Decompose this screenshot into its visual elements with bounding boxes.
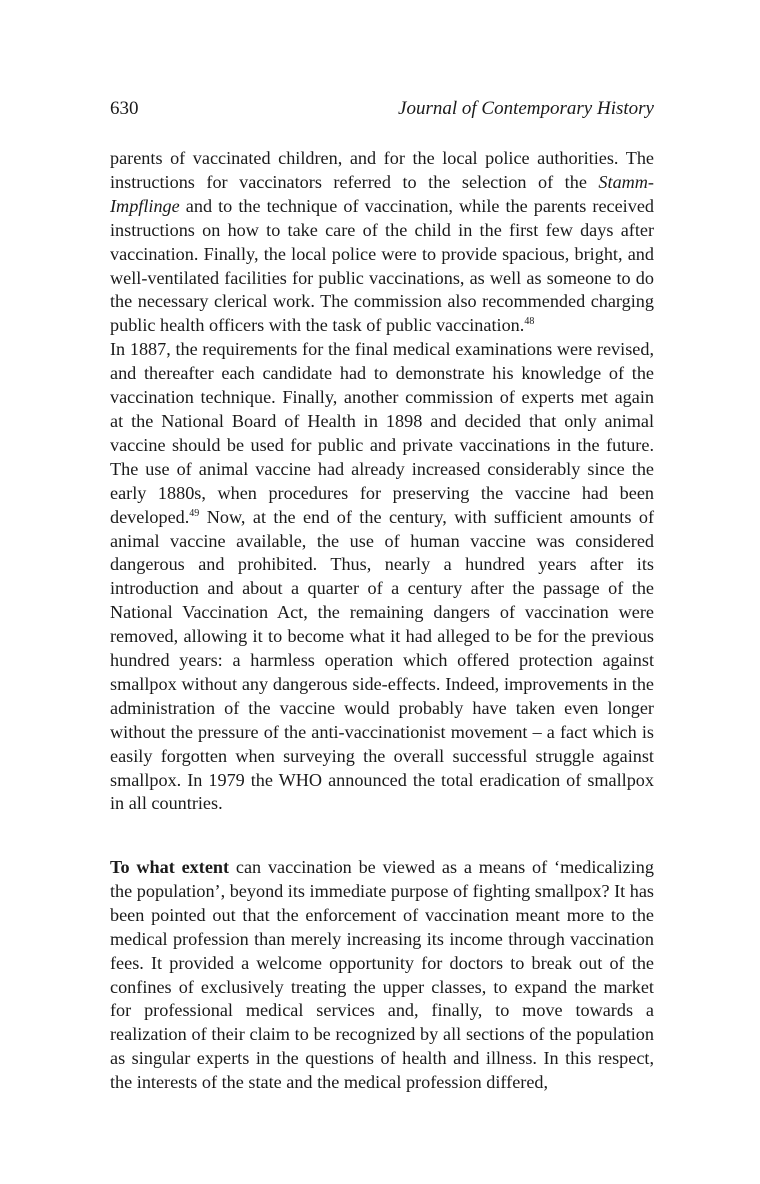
paragraph-text: Now, at the end of the century, with sufficient amounts of animal vaccine available, the use of human vaccine was considered dangerous and prohibited. Thus, nearly a hundred years after its introduction and about a quarter of a century after the passage of the National Vaccination Act, the remaining dangers of vaccination were removed, allowing it to become what it had alleged to be for the previous hundred years: a harmless operation which offered protection against smallpox without any dangerous side-effects. Indeed, improvements in the administration of the vaccine would probably have taken even longer without the pressure of the anti-vaccinationist movement – a fact which is easily forgotten when surveying the overall successful struggle against smallpox. In 1979 the WHO announced the total eradication of smallpox in all countries.	[110, 506, 654, 814]
paragraph-2	[110, 338, 654, 816]
paragraph-1	[110, 147, 654, 338]
paragraph-text: can vaccination be viewed as a means of ‘medicalizing the population’, beyond its immediate purpose of fighting smallpox? It has been pointed out that the enforcement of vaccination meant more to the medical profession than merely increasing its income through vaccination fees. It provided a welcome opportunity for doctors to break out of the confines of exclusively treating the upper classes, to expand the market for professional medical services and, finally, to move towards a realization of their claim to be recognized by all sections of the population as singular experts in the questions of health and illness. In this respect, the interests of the state and the medical profession differed,	[110, 857, 655, 1093]
section-lead-in: To what extent	[110, 857, 230, 877]
body-text-section-1	[110, 147, 654, 816]
paragraph-text: parents of vaccinated children, and for the local police authorities. The instructions for vaccinators referred to the selection of the	[110, 148, 654, 192]
footnote-ref-48: 48	[524, 316, 535, 328]
italic-term: Stamm-Impflinge	[110, 171, 654, 216]
body-text-section-2	[110, 856, 654, 1095]
journal-title: Journal of Contemporary History	[398, 98, 654, 119]
page-number: 630	[110, 98, 139, 119]
footnote-ref-49: 49	[189, 507, 200, 519]
paragraph-text: and to the technique of vaccination, while the parents received instructions on how to take care of the child in the first few days after vaccination. Finally, the local police were to provide spacious, bright, and well-ventilated facilities for public vaccinations, as well as someone to do the necessary clerical work. The commission also recommended charging public health officers with the task of public vaccination.	[110, 195, 654, 336]
paragraph-text: In 1887, the requirements for the final medical examinations were revised, and thereafter each candidate had to demonstrate his knowledge of the vaccination technique. Finally, another commission of experts met again at the National Board of Health in 1898 and decided that only animal vaccine should be used for public and private vaccinations in the future. The use of animal vaccine had already increased considerably since the early 1880s, when procedures for preserving the vaccine had been developed.	[110, 339, 654, 527]
paragraph-3	[110, 856, 654, 1095]
